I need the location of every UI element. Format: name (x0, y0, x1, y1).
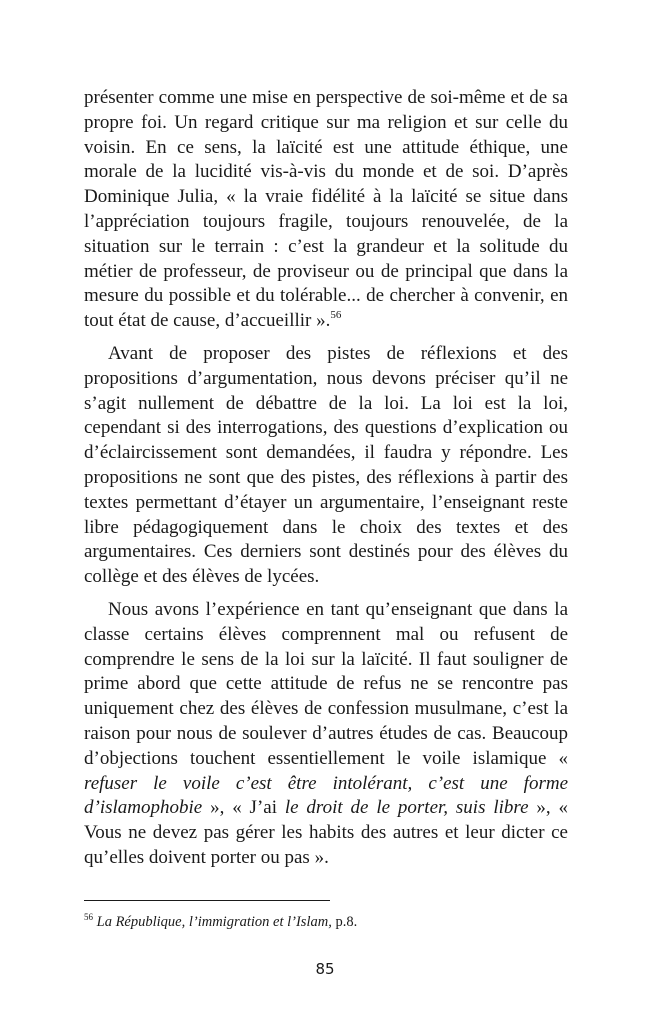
paragraph-3-quote-2: le droit de le porter, suis libre (284, 797, 529, 819)
footnote-reference: 56 (330, 309, 342, 322)
paragraph-1-text: présenter comme une mise en perspective de soi-même et de sa propre foi. Un regard critique sur ma religion et sur celle du voisin. En ce sens, la laïcité est une attitude éthique, une morale de la lucidité vis-à-vis du monde et de soi. D’après Dominique Julia, « la vraie fidélité à la laïcité se situe dans l’appréciation toujours fragile, toujours renouvelée, de la situation sur le terrain : c’est la grandeur et la solitude du métier de professeur, de proviseur ou de principal que dans la mesure du possible et du tolérable... de chercher à convenir, en tout état de cause, d’accueillir ». (84, 87, 568, 332)
footnote-number: 56 (84, 912, 93, 922)
paragraph-3-quote-1: refuser le voile c’est être intolérant, c’est une forme d’islamophobie (84, 772, 568, 819)
paragraph-2: Avant de proposer des pistes de réflexions et des propositions d’argumentation, nous devons préciser qu’il ne s’agit nullement de débattre de la loi. La loi est la loi, cependant si des interrogations, des questions d’explication ou d’éclaircissement sont demandées, il faudra y répondre. Les propositions ne sont que des pistes, des réflexions à partir des textes permettant d’étayer un argumentaire, l’enseignant reste libre pédagogiquement dans le choix des textes et des argumentaires. Ces derniers sont destinés pour des élèves du collège et des élèves de lycées. (84, 342, 568, 588)
footnote-title: La République, l’immigration et l’Islam, (96, 914, 332, 930)
paragraph-3-between-1: », « J’ai (202, 797, 285, 819)
paragraph-3 (84, 598, 568, 871)
paragraph-1 (84, 86, 568, 334)
footnote (84, 913, 568, 931)
footnote-divider (84, 900, 330, 901)
paragraph-3-intro: Nous avons l’expérience en tant qu’enseignant que dans la classe certains élèves comprennent mal ou refusent de comprendre le sens de la loi sur la laïcité. Il faut souligner de prime abord que cette attitude de refus ne se rencontre pas uniquement chez des élèves de confession musulmane, c’est la raison pour nous de soulever d’autres études de cas. Beaucoup d’objections touchent essentiellement le voile islamique « (84, 598, 568, 769)
footnote-rest: p.8. (331, 914, 358, 930)
page-body (84, 86, 568, 871)
paragraph-3-between-2: », « Vous ne devez pas gérer les habits des autres et leur dicter ce qu’elles doivent porter ou pas ». (84, 797, 569, 868)
page-number: 85 (315, 960, 335, 978)
